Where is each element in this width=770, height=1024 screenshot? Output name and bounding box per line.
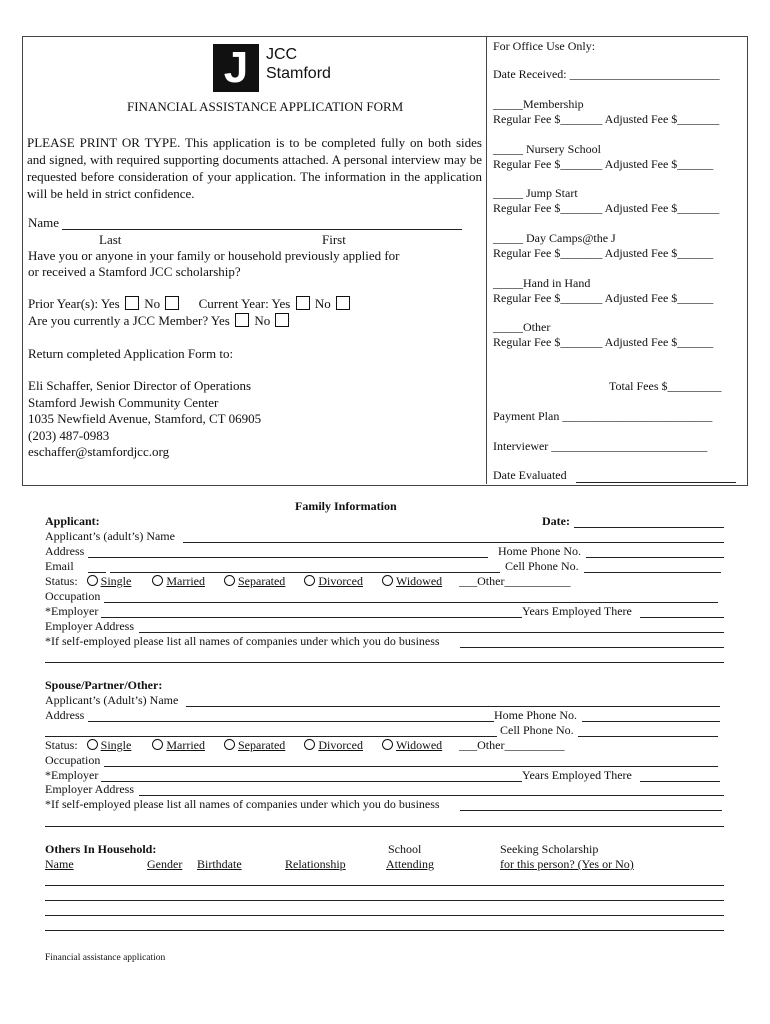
radio-icon bbox=[304, 739, 315, 750]
spouse-cell-phone-field[interactable] bbox=[578, 736, 718, 737]
spouse-employer-address-field[interactable] bbox=[139, 795, 724, 796]
contact-email[interactable]: eschaffer@stamfordjcc.org bbox=[28, 444, 170, 459]
radio-icon bbox=[304, 575, 315, 586]
date-evaluated-field[interactable] bbox=[576, 482, 736, 483]
jcc-logo-text: JCC Stamford bbox=[266, 46, 331, 82]
name-field[interactable] bbox=[62, 229, 462, 230]
cell-phone-field[interactable] bbox=[584, 572, 721, 573]
radio-icon bbox=[382, 575, 393, 586]
spouse-status-widowed[interactable]: Widowed bbox=[382, 738, 442, 752]
program-jumpstart[interactable]: _____ Jump Start Regular Fee $_______ Adjusted Fee $_______ bbox=[493, 186, 720, 215]
office-divider bbox=[486, 36, 487, 484]
spouse-heading: Spouse/Partner/Other: bbox=[45, 678, 163, 692]
spouse-cell-phone-label: Cell Phone No. bbox=[500, 723, 574, 737]
form-title: FINANCIAL ASSISTANCE APPLICATION FORM bbox=[127, 99, 404, 114]
spouse-address-label: Address bbox=[45, 708, 85, 722]
household-row-2[interactable] bbox=[45, 900, 724, 901]
date-evaluated: Date Evaluated bbox=[493, 468, 567, 482]
address-label: Address bbox=[45, 544, 85, 558]
status-separated[interactable]: Separated bbox=[224, 574, 285, 588]
col-gender: Gender bbox=[147, 857, 183, 871]
spouse-occupation-label: Occupation bbox=[45, 753, 101, 767]
status-single[interactable]: Single bbox=[87, 574, 132, 588]
status-married[interactable]: Married bbox=[152, 574, 205, 588]
occupation-label: Occupation bbox=[45, 589, 101, 603]
radio-icon bbox=[152, 739, 163, 750]
home-phone-label: Home Phone No. bbox=[498, 544, 581, 558]
prior-no-checkbox[interactable] bbox=[165, 296, 179, 310]
spouse-status-other[interactable]: ___Other__________ bbox=[459, 738, 565, 752]
radio-icon bbox=[152, 575, 163, 586]
spouse-employer-address-label: Employer Address bbox=[45, 782, 134, 796]
office-title: For Office Use Only: bbox=[493, 39, 596, 53]
employer-address-label: Employer Address bbox=[45, 619, 134, 633]
return-label: Return completed Application Form to: bbox=[28, 346, 234, 361]
prior-year-row: Prior Year(s): Yes No Current Year: Yes No bbox=[28, 296, 352, 312]
occupation-field[interactable] bbox=[104, 602, 718, 603]
employer-label: *Employer bbox=[45, 604, 99, 618]
radio-icon bbox=[87, 739, 98, 750]
spouse-self-employed-field[interactable] bbox=[460, 810, 722, 811]
scholarship-question: Have you or anyone in your family or household previously applied for bbox=[28, 248, 400, 263]
email-field[interactable] bbox=[110, 572, 500, 573]
last-label: Last bbox=[99, 232, 122, 247]
col-birthdate: Birthdate bbox=[197, 857, 242, 871]
employer-address-field[interactable] bbox=[139, 632, 724, 633]
prior-yes-checkbox[interactable] bbox=[125, 296, 139, 310]
spouse-occupation-field[interactable] bbox=[104, 766, 718, 767]
email-label: Email bbox=[45, 559, 74, 573]
name-label: Name bbox=[28, 215, 60, 230]
current-no-checkbox[interactable] bbox=[336, 296, 350, 310]
spouse-address-field-2[interactable] bbox=[45, 736, 497, 737]
spouse-name-label: Applicant’s (Adult’s) Name bbox=[45, 693, 179, 707]
email-field-a[interactable] bbox=[88, 572, 106, 573]
self-employed-field-2[interactable] bbox=[45, 662, 724, 663]
col-relationship: Relationship bbox=[285, 857, 346, 871]
member-row: Are you currently a JCC Member? Yes No bbox=[28, 313, 291, 329]
col-school-2: Attending bbox=[386, 857, 434, 871]
program-daycamps[interactable]: _____ Day Camps@the J Regular Fee $_______ Adjusted Fee $______ bbox=[493, 231, 714, 260]
date-received[interactable]: Date Received: _________________________ bbox=[493, 67, 720, 81]
family-heading: Family Information bbox=[295, 499, 397, 513]
first-label: First bbox=[322, 232, 346, 247]
spouse-status-married[interactable]: Married bbox=[152, 738, 205, 752]
member-no-checkbox[interactable] bbox=[275, 313, 289, 327]
status-row: Status: Single Married Separated Divorced Widowed ___Other___________ bbox=[45, 574, 571, 588]
spouse-home-phone-field[interactable] bbox=[582, 721, 720, 722]
current-yes-checkbox[interactable] bbox=[296, 296, 310, 310]
home-phone-field[interactable] bbox=[586, 557, 724, 558]
spouse-name-field[interactable] bbox=[186, 706, 720, 707]
footer-label: Financial assistance application bbox=[45, 953, 166, 963]
radio-icon bbox=[87, 575, 98, 586]
spouse-home-phone-label: Home Phone No. bbox=[494, 708, 577, 722]
member-yes-checkbox[interactable] bbox=[235, 313, 249, 327]
address-field[interactable] bbox=[88, 557, 488, 558]
instructions: PLEASE PRINT OR TYPE. This application is to be completed fully on both sides and signed, with required supporting documents attached. A personal interview may be requested before consideration of your application. The information in the application will be held in strict confidence. bbox=[27, 135, 482, 201]
interviewer[interactable]: Interviewer __________________________ bbox=[493, 439, 708, 453]
program-nursery[interactable]: _____ Nursery School Regular Fee $_______ Adjusted Fee $______ bbox=[493, 142, 714, 171]
spouse-employer-field[interactable] bbox=[101, 781, 522, 782]
spouse-employer-label: *Employer bbox=[45, 768, 99, 782]
contact-block: Eli Schaffer, Senior Director of Operations Stamford Jewish Community Center 1035 Newfield Avenue, Stamford, CT 06905 (203) 487-0983 eschaffer@stamfordjcc.org bbox=[28, 378, 262, 459]
spouse-status-row: Status: Single Married Separated Divorced Widowed ___Other__________ bbox=[45, 738, 565, 752]
spouse-self-employed-label: *If self-employed please list all names of companies under which you do business bbox=[45, 797, 440, 811]
household-row-4[interactable] bbox=[45, 930, 724, 931]
adult-name-label: Applicant’s (adult’s) Name bbox=[45, 529, 175, 543]
radio-icon bbox=[224, 575, 235, 586]
household-heading: Others In Household: bbox=[45, 842, 157, 856]
spouse-years-field[interactable] bbox=[640, 781, 720, 782]
years-label: Years Employed There bbox=[522, 604, 632, 618]
cell-phone-label: Cell Phone No. bbox=[505, 559, 579, 573]
date-label: Date: bbox=[542, 514, 570, 528]
employer-field[interactable] bbox=[101, 617, 522, 618]
payment-plan[interactable]: Payment Plan _________________________ bbox=[493, 409, 713, 423]
spouse-status-single[interactable]: Single bbox=[87, 738, 132, 752]
scholarship-question-2: or received a Stamford JCC scholarship? bbox=[28, 264, 241, 279]
program-other[interactable]: _____Other Regular Fee $_______ Adjusted Fee $______ bbox=[493, 320, 714, 349]
status-other[interactable]: ___Other___________ bbox=[459, 574, 571, 588]
self-employed-label: *If self-employed please list all names of companies under which you do business bbox=[45, 634, 440, 648]
spouse-years-label: Years Employed There bbox=[522, 768, 632, 782]
self-employed-field[interactable] bbox=[460, 647, 724, 648]
jcc-logo-mark: J bbox=[213, 44, 259, 92]
spouse-address-field[interactable] bbox=[88, 721, 494, 722]
program-handinhand[interactable]: _____Hand in Hand Regular Fee $_______ Adjusted Fee $______ bbox=[493, 276, 714, 305]
spouse-status-separated[interactable]: Separated bbox=[224, 738, 285, 752]
applicant-heading: Applicant: bbox=[45, 514, 100, 528]
total-fees[interactable]: Total Fees $_________ bbox=[609, 379, 722, 393]
household-row-3[interactable] bbox=[45, 915, 724, 916]
col-school-1: School bbox=[388, 842, 422, 856]
status-divorced[interactable]: Divorced bbox=[304, 574, 363, 588]
adult-name-field[interactable] bbox=[183, 542, 724, 543]
spouse-self-employed-field-2[interactable] bbox=[45, 826, 724, 827]
col-seeking-2: for this person? (Yes or No) bbox=[500, 857, 634, 871]
program-membership[interactable]: _____Membership Regular Fee $_______ Adjusted Fee $_______ bbox=[493, 97, 720, 126]
years-field[interactable] bbox=[640, 617, 724, 618]
date-field[interactable] bbox=[574, 527, 724, 528]
col-name: Name bbox=[45, 857, 74, 871]
spouse-status-divorced[interactable]: Divorced bbox=[304, 738, 363, 752]
radio-icon bbox=[224, 739, 235, 750]
radio-icon bbox=[382, 739, 393, 750]
household-row-1[interactable] bbox=[45, 885, 724, 886]
status-widowed[interactable]: Widowed bbox=[382, 574, 442, 588]
col-seeking-1: Seeking Scholarship bbox=[500, 842, 599, 856]
